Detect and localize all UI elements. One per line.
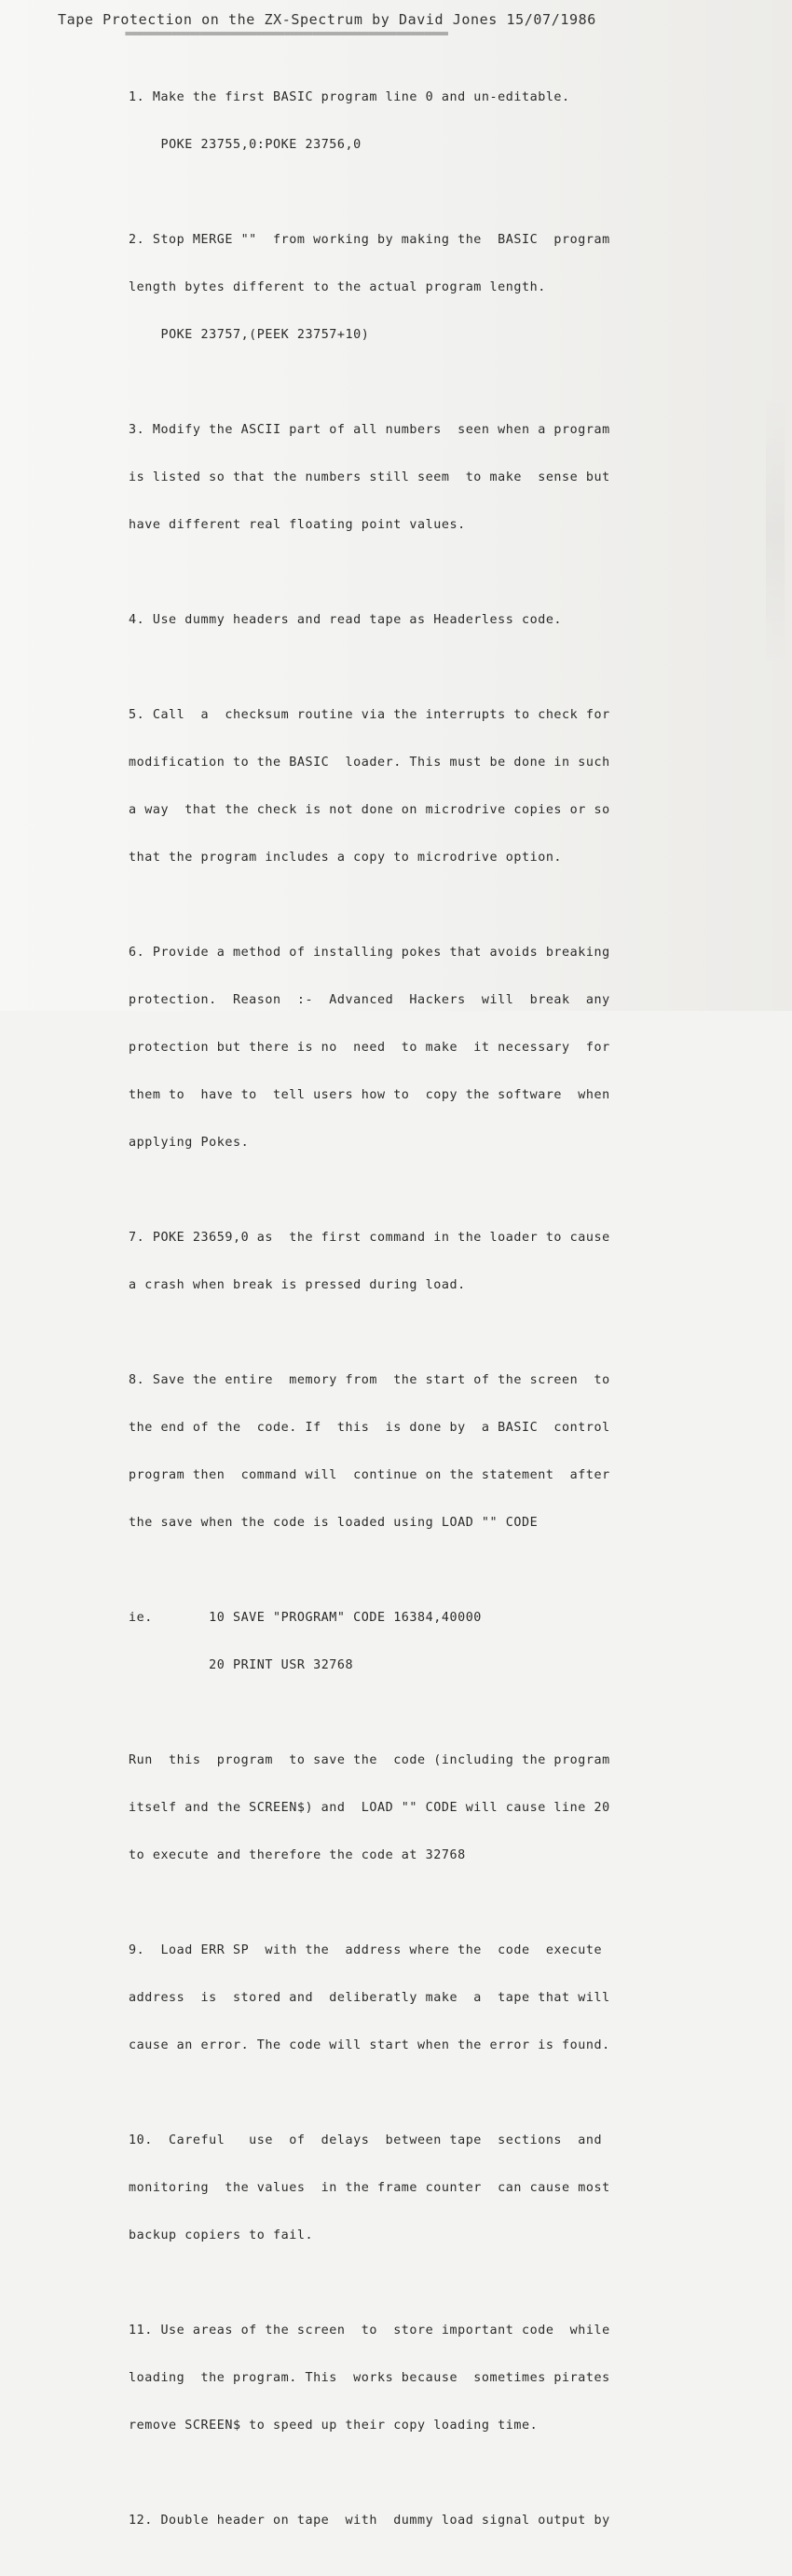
item-7 — [129, 1198, 697, 1325]
item-line: program then command will continue on the statement after — [129, 1468, 610, 1482]
item-10 — [129, 2101, 697, 2275]
item-line: 12. Double header on tape with dummy load signal output by — [129, 2514, 610, 2528]
item-4 — [129, 580, 697, 660]
item-2 — [129, 200, 697, 375]
code-example — [129, 1578, 697, 1705]
item-12 — [129, 2481, 697, 2560]
item-line: 2. Stop MERGE "" from working by making the BASIC program — [129, 233, 610, 247]
item-line: remove SCREEN$ to speed up their copy loading time. — [129, 2419, 539, 2433]
item-5 — [129, 675, 697, 897]
item-3 — [129, 390, 697, 565]
item-11 — [129, 2291, 697, 2465]
item-line: address is stored and deliberatly make a tape that will — [129, 1991, 610, 2005]
item-8 — [129, 1341, 697, 1562]
item-line: to execute and therefore the code at 32768 — [129, 1848, 466, 1862]
item-line: protection. Reason :- Advanced Hackers will break any — [129, 993, 610, 1007]
item-line: backup copiers to fail. — [129, 2228, 314, 2242]
code-line: ie. 10 SAVE "PROGRAM" CODE 16384,40000 — [129, 1611, 482, 1625]
item-line: 7. POKE 23659,0 as the first command in the loader to cause — [129, 1231, 610, 1245]
item-line: 6. Provide a method of installing pokes that avoids breaking — [129, 946, 610, 960]
item-line: itself and the SCREEN$) and LOAD "" CODE will cause line 20 — [129, 1801, 610, 1815]
item-line: have different real floating point values. — [129, 518, 466, 532]
item-line: loading the program. This works because sometimes pirates — [129, 2371, 610, 2385]
item-line: 8. Save the entire memory from the start of the screen to — [129, 1373, 610, 1387]
item-line: them to have to tell users how to copy the software when — [129, 1088, 610, 1102]
item-9 — [129, 1911, 697, 2085]
code-line: 20 PRINT USR 32768 — [129, 1658, 354, 1672]
item-line: is listed so that the numbers still seem to make sense but — [129, 470, 610, 484]
item-line: the end of the code. If this is done by a BASIC control — [129, 1421, 610, 1435]
item-line: that the program includes a copy to microdrive option. — [129, 851, 563, 865]
item-line: POKE 23757,(PEEK 23757+10) — [129, 328, 370, 342]
item-line: monitoring the values in the frame counter can cause most — [129, 2181, 610, 2195]
item-line: POKE 23755,0:POKE 23756,0 — [129, 138, 362, 152]
item-1 — [129, 58, 697, 184]
item-8-continued — [129, 1721, 697, 1895]
item-line: 5. Call a checksum routine via the interrupts to check for — [129, 708, 610, 722]
item-line: 11. Use areas of the screen to store important code while — [129, 2324, 610, 2337]
item-line: applying Pokes. — [129, 1136, 250, 1150]
document-title: Tape Protection on the ZX-Spectrum by David Jones 15/07/1986 — [58, 11, 596, 28]
item-line: cause an error. The code will start when the error is found. — [129, 2038, 610, 2052]
item-line: 1. Make the first BASIC program line 0 and un-editable. — [129, 90, 570, 104]
item-line: length bytes different to the actual program length. — [129, 280, 546, 294]
item-line: modification to the BASIC loader. This must be done in such — [129, 756, 610, 770]
item-line: a way that the check is not done on microdrive copies or so — [129, 803, 610, 817]
item-line: 3. Modify the ASCII part of all numbers seen when a program — [129, 423, 610, 437]
document-body — [129, 58, 697, 2576]
item-line: 10. Careful use of delays between tape sections and — [129, 2133, 603, 2147]
item-line: protection but there is no need to make it necessary for — [129, 1041, 610, 1055]
item-line: 4. Use dummy headers and read tape as Headerless code. — [129, 613, 563, 627]
paper-shadow — [766, 391, 785, 671]
item-6 — [129, 913, 697, 1182]
item-line: Run this program to save the code (including the program — [129, 1753, 610, 1767]
item-line: a crash when break is pressed during load. — [129, 1278, 466, 1292]
item-line: the save when the code is loaded using LOAD "" CODE — [129, 1516, 539, 1530]
title-underline: ===================================================================== — [125, 29, 448, 39]
item-line: 9. Load ERR SP with the address where the code execute — [129, 1943, 603, 1957]
